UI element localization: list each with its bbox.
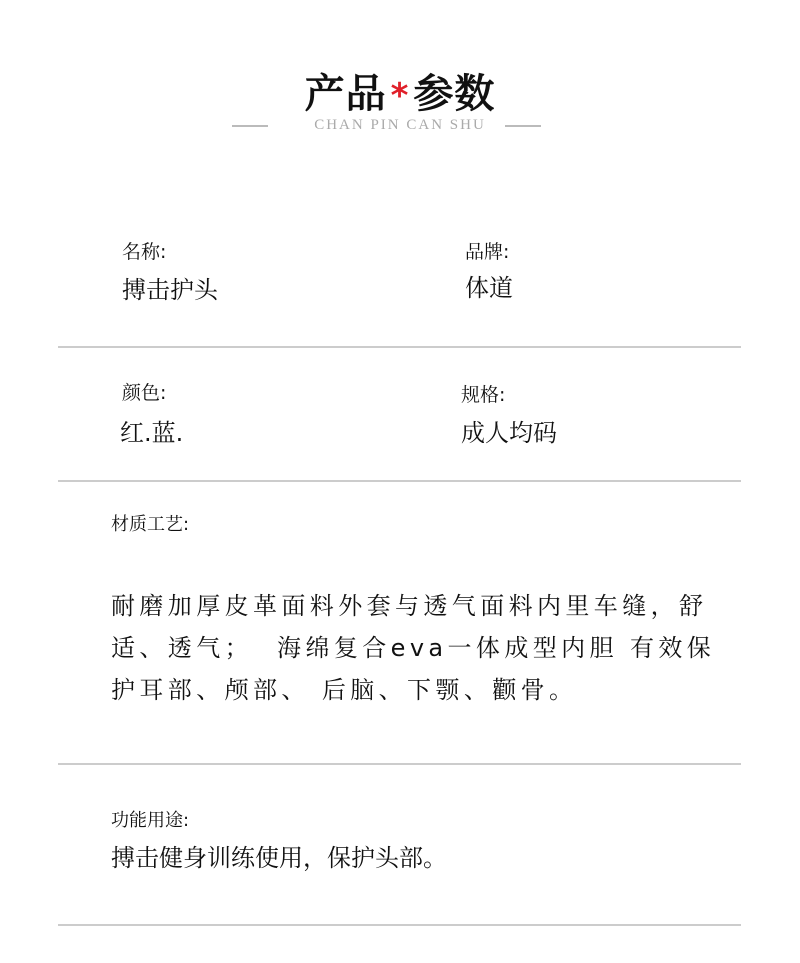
page-title [0,62,800,119]
name-label: 名称: [122,241,167,263]
material-line: 耐磨加厚皮革面料外套与透气面料内里车缝，舒 [111,592,708,620]
size-label: 规格: [461,384,506,406]
title-left: 产品 [304,71,387,117]
usage-value: 搏击健身训练使用，保护头部。 [111,844,447,872]
brand-value: 体道 [465,274,513,302]
brand-label: 品牌: [465,241,510,263]
name-value: 搏击护头 [122,276,218,304]
divider [58,763,741,765]
usage-label: 功能用途: [111,810,190,831]
divider [58,346,741,348]
title-right: 参数 [413,71,496,117]
material-label: 材质工艺: [111,514,190,535]
asterisk-icon: * [390,76,410,116]
page-subtitle: CHAN PIN CAN SHU [314,117,486,133]
color-label: 颜色: [122,382,167,404]
material-description [111,585,715,711]
subtitle-line-right [505,125,541,127]
divider [58,924,741,926]
color-value: 红.蓝. [120,419,184,447]
material-line: 护耳部、颅部、 后脑、下颚、颧骨。 [111,676,578,704]
divider [58,480,741,482]
size-value: 成人均码 [461,419,557,447]
material-line: 适、透气； 海绵复合eva一体成型内胆 有效保 [111,634,716,662]
